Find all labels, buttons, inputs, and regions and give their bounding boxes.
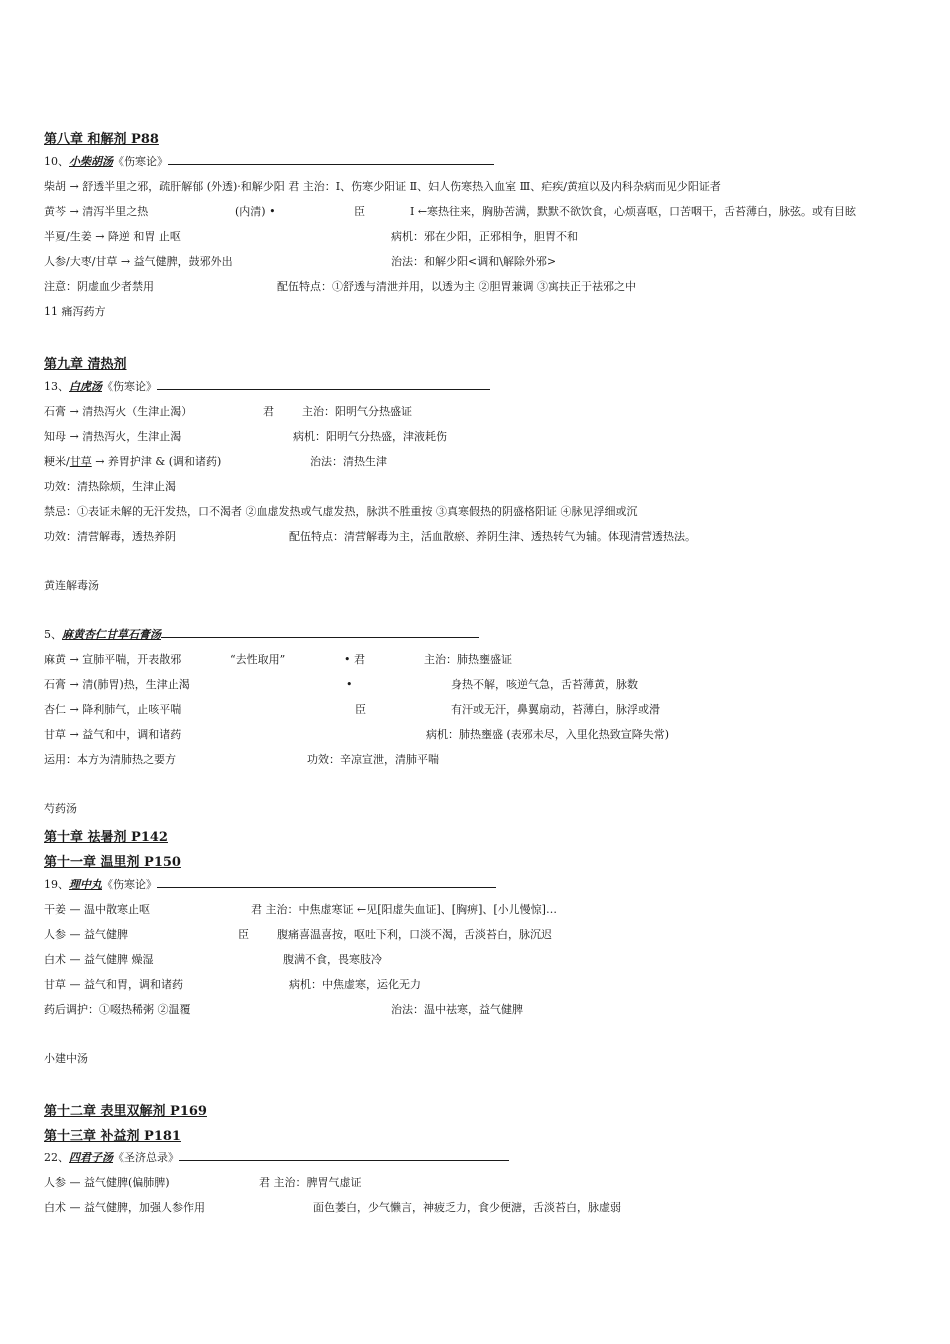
chapter-11-title: 第十一章 温里剂 P150 — [44, 855, 181, 870]
herb-text: 白术 — 益气健脾，加强人参作用 — [44, 1201, 205, 1214]
herb-text: 杏仁 → 降利肺气，止咳平喘 — [44, 703, 182, 716]
formula-source: 《伤寒论》 — [102, 380, 157, 393]
herb-text: 白术 — 益气健脾 燥湿 — [44, 953, 154, 966]
line: 11 痛泻药方 — [44, 305, 106, 318]
formula-heading-baihu — [44, 380, 490, 394]
role-text: 君 — [263, 405, 274, 418]
symptom-text: 腹满不食，畏寒肢冷 — [283, 953, 382, 966]
chapter-9-title: 第九章 清热剂 — [44, 357, 127, 372]
formula-source: 《伤寒论》 — [113, 155, 168, 168]
formula-name: 理中丸 — [69, 878, 102, 891]
herb-text: 甘草 → 益气和中，调和诸药 — [44, 728, 182, 741]
line — [44, 978, 421, 992]
underline-rule — [157, 887, 496, 888]
note-text: “去性取用” — [230, 653, 286, 666]
line — [44, 1003, 523, 1017]
herb-text: 麻黄 → 宣肺平喘，开表散邪 — [44, 653, 182, 666]
symptom-text: 身热不解，咳逆气急，舌苔薄黄，脉数 — [451, 678, 638, 691]
formula-heading-xiaochaihu — [44, 155, 494, 169]
indication-text: 主治：肺热壅盛证 — [424, 653, 512, 666]
line — [44, 205, 857, 219]
line: 禁忌：①表证未解的无汗发热，口不渴者 ②血虚发热或气虚发热，脉洪不胜重按 ③真寒假热的阴盛格阳证 ④脉见浮细或沉 — [44, 505, 638, 518]
chapter-10-title: 第十章 祛暑剂 P142 — [44, 830, 168, 845]
line — [44, 1201, 621, 1215]
role-text: 臣 — [238, 928, 249, 941]
note-text: • — [346, 678, 353, 691]
formula-name: 白虎汤 — [69, 380, 102, 393]
formula-number: 10、 — [44, 155, 69, 168]
herb-text: 干姜 — 温中散寒止呕 — [44, 903, 150, 916]
pathogenesis-text: 病机：中焦虚寒，运化无力 — [289, 978, 421, 991]
line — [44, 255, 557, 269]
treatment-text: 治法：温中祛寒，益气健脾 — [391, 1003, 523, 1016]
role-text: 臣 — [355, 703, 366, 716]
line: 小建中汤 — [44, 1052, 88, 1065]
line — [44, 703, 660, 717]
line — [44, 230, 578, 244]
effect-text: 功效：清营解毒，透热养阴 — [44, 530, 176, 543]
care-text: 药后调护：①啜热稀粥 ②温覆 — [44, 1003, 191, 1016]
herb-text: 人参 — 益气健脾(偏肺脾) — [44, 1176, 170, 1189]
formula-heading-sijunzi — [44, 1151, 509, 1165]
pathogenesis-text: 病机：肺热壅盛 (表邪未尽，入里化热致宣降失常) — [426, 728, 670, 741]
formula-name: 小柴胡汤 — [69, 155, 113, 168]
herb-text: → 养胃护津 & (调和诸药) — [91, 455, 222, 468]
herb-text: 知母 → 清热泻火，生津止渴 — [44, 430, 182, 443]
herb-text: 黄芩 → 清泻半里之热 — [44, 205, 149, 218]
herb-text: 石膏 → 清(肺胃)热，生津止渴 — [44, 678, 190, 691]
treatment-text: 治法：和解少阳<调和\解除外邪> — [391, 255, 557, 268]
chapter-8-title: 第八章 和解剂 P88 — [44, 132, 159, 147]
symptom-text: 腹痛喜温喜按，呕吐下利，口淡不渴，舌淡苔白，脉沉迟 — [277, 928, 552, 941]
line — [44, 430, 447, 444]
note-text: (内清) • — [235, 205, 276, 218]
line — [44, 728, 670, 742]
herb-text: 甘草 — [69, 455, 92, 468]
line — [44, 280, 636, 294]
indication-text: 主治：阳明气分热盛证 — [302, 405, 412, 418]
herb-text: 人参 — 益气健脾 — [44, 928, 128, 941]
line — [44, 928, 552, 942]
herb-text: 人参/大枣/甘草 → 益气健脾，鼓邪外出 — [44, 255, 233, 268]
line: 芍药汤 — [44, 802, 77, 815]
line — [44, 1176, 362, 1190]
underline-rule — [179, 1160, 509, 1161]
role-text: 臣 — [354, 205, 365, 218]
line: 功效：清热除烦，生津止渴 — [44, 480, 176, 493]
line — [44, 678, 638, 692]
chapter-13-title: 第十三章 补益剂 P181 — [44, 1129, 181, 1144]
indication-text: 君 主治：脾胃气虚证 — [259, 1176, 362, 1189]
formula-number: 19、 — [44, 878, 69, 891]
herb-text: 粳米/ — [44, 455, 70, 468]
symptom-text: 有汗或无汗，鼻翼扇动，苔薄白，脉浮或滑 — [451, 703, 660, 716]
symptom-text: 面色萎白，少气懒言，神疲乏力，食少便溏，舌淡苔白，脉虚弱 — [313, 1201, 621, 1214]
feature-text: 配伍特点：清营解毒为主，活血散瘀、养阴生津、透热转气为辅。体现清营透热法。 — [289, 530, 696, 543]
indication-text: 君 主治：中焦虚寒证 ←见[阳虚失血证]、[胸痹]、[小儿慢惊]… — [251, 903, 557, 916]
treatment-text: 治法：清热生津 — [310, 455, 387, 468]
formula-source: 《圣济总录》 — [113, 1151, 179, 1164]
line — [44, 530, 696, 544]
formula-name: 四君子汤 — [69, 1151, 113, 1164]
formula-number: 22、 — [44, 1151, 69, 1164]
line — [44, 455, 387, 469]
herb-text: 石膏 → 清热泻火（生津止渴） — [44, 405, 193, 418]
caution-text: 注意：阴虚血少者禁用 — [44, 280, 154, 293]
formula-number: 5、 — [44, 628, 62, 641]
line — [44, 753, 439, 767]
effect-text: 功效：辛凉宣泄，清肺平喘 — [307, 753, 439, 766]
underline-rule — [168, 164, 494, 165]
indication-text: Ⅰ ←寒热往来，胸胁苦满，默默不欲饮食，心烦喜呕，口苦咽干，舌苔薄白，脉弦。或有目眩 — [410, 205, 857, 218]
formula-heading-maxing — [44, 628, 479, 642]
line: 黄连解毒汤 — [44, 579, 99, 592]
pathogenesis-text: 病机：阳明气分热盛，津液耗伤 — [293, 430, 447, 443]
underline-rule — [157, 389, 490, 390]
role-text: • 君 — [344, 653, 365, 666]
formula-number: 13、 — [44, 380, 69, 393]
formula-name: 麻黄杏仁甘草石膏汤 — [62, 628, 161, 641]
underline-rule — [161, 637, 479, 638]
pathogenesis-text: 病机：邪在少阳，正邪相争，胆胃不和 — [391, 230, 578, 243]
line — [44, 953, 382, 967]
line: 柴胡 → 舒透半里之邪，疏肝解郁 (外透)·和解少阳 君 主治：Ⅰ、伤寒少阳证 Ⅱ、妇人伤寒热入血室 Ⅲ、疟疾/黄疸以及内科杂病而见少阳证者 — [44, 180, 721, 193]
line — [44, 405, 412, 419]
formula-source: 《伤寒论》 — [102, 878, 157, 891]
usage-text: 运用：本方为清肺热之要方 — [44, 753, 176, 766]
line — [44, 903, 557, 917]
line — [44, 653, 512, 667]
feature-text: 配伍特点：①舒透与清泄并用，以透为主 ②胆胃兼调 ③寓扶正于祛邪之中 — [277, 280, 636, 293]
formula-heading-lizhong — [44, 878, 496, 892]
chapter-12-title: 第十二章 表里双解剂 P169 — [44, 1104, 207, 1119]
herb-text: 半夏/生姜 → 降逆 和胃 止呕 — [44, 230, 181, 243]
herb-text: 甘草 — 益气和胃，调和诸药 — [44, 978, 183, 991]
